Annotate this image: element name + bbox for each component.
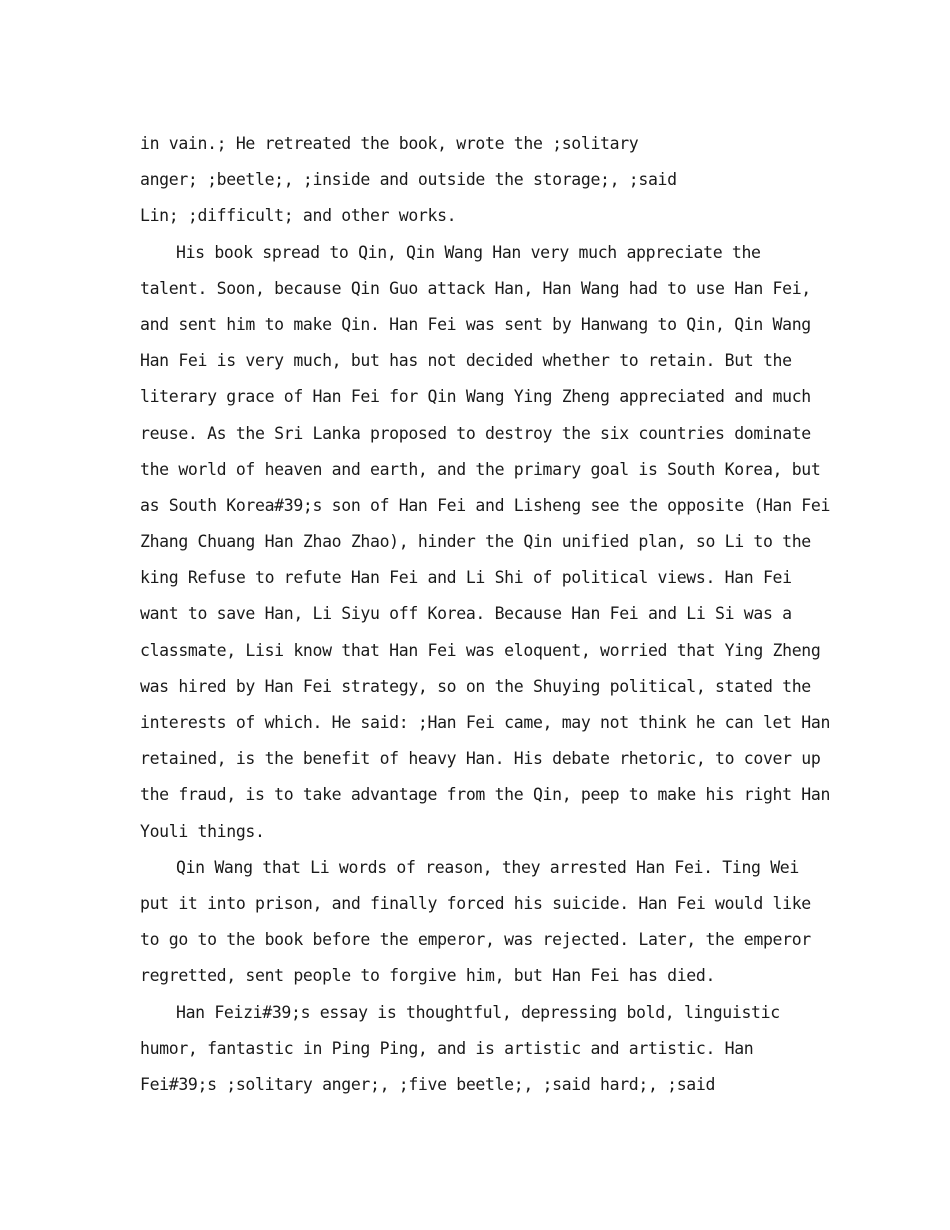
paragraph-start-line: Qin Wang that Li words of reason, they arrested Han Fei. Ting Wei bbox=[176, 857, 799, 877]
text-line: and sent him to make Qin. Han Fei was sent by Hanwang to Qin, Qin Wang bbox=[140, 314, 811, 334]
text-line: in vain.; He retreated the book, wrote the ;solitary bbox=[140, 134, 639, 153]
text-line: Youli things. bbox=[140, 821, 265, 841]
text-line: the fraud, is to take advantage from the Qin, peep to make his right Han bbox=[140, 785, 831, 805]
text-line: Lin; ;difficult; and other works. bbox=[140, 206, 457, 226]
text-line: king Refuse to refute Han Fei and Li Shi of political views. Han Fei bbox=[140, 568, 792, 588]
text-line: regretted, sent people to forgive him, but Han Fei has died. bbox=[140, 966, 716, 986]
text-line: retained, is the benefit of heavy Han. His debate rhetoric, to cover up bbox=[140, 749, 821, 769]
paragraph-start-line: Han Feizi#39;s essay is thoughtful, depressing bold, linguistic bbox=[176, 1002, 780, 1022]
text-line: want to save Han, Li Siyu off Korea. Because Han Fei and Li Si was a bbox=[140, 604, 792, 624]
text-line: interests of which. He said: ;Han Fei came, may not think he can let Han bbox=[140, 713, 831, 732]
document-body bbox=[140, 126, 831, 1103]
text-line: literary grace of Han Fei for Qin Wang Ying Zheng appreciated and much bbox=[140, 387, 811, 407]
text-line: reuse. As the Sri Lanka proposed to destroy the six countries dominate bbox=[140, 423, 811, 443]
text-line: humor, fantastic in Ping Ping, and is artistic and artistic. Han bbox=[140, 1038, 754, 1058]
text-line: anger; ;beetle;, ;inside and outside the storage;, ;said bbox=[140, 170, 677, 190]
text-line: to go to the book before the emperor, was rejected. Later, the emperor bbox=[140, 930, 811, 950]
text-line: Han Fei is very much, but has not decided whether to retain. But the bbox=[140, 351, 792, 371]
text-line: was hired by Han Fei strategy, so on the Shuying political, stated the bbox=[140, 676, 811, 696]
text-line: Zhang Chuang Han Zhao Zhao), hinder the Qin unified plan, so Li to the bbox=[140, 532, 811, 552]
paragraph-start-line: His book spread to Qin, Qin Wang Han very much appreciate the bbox=[176, 242, 761, 262]
text-line: talent. Soon, because Qin Guo attack Han, Han Wang had to use Han Fei, bbox=[140, 278, 811, 298]
text-line: the world of heaven and earth, and the primary goal is South Korea, but bbox=[140, 459, 821, 479]
text-line: classmate, Lisi know that Han Fei was eloquent, worried that Ying Zheng bbox=[140, 640, 821, 660]
text-line: Fei#39;s ;solitary anger;, ;five beetle;, ;said hard;, ;said bbox=[140, 1074, 716, 1094]
text-line: as South Korea#39;s son of Han Fei and Lisheng see the opposite (Han Fei bbox=[140, 495, 831, 515]
text-line: put it into prison, and finally forced his suicide. Han Fei would like bbox=[140, 893, 811, 913]
